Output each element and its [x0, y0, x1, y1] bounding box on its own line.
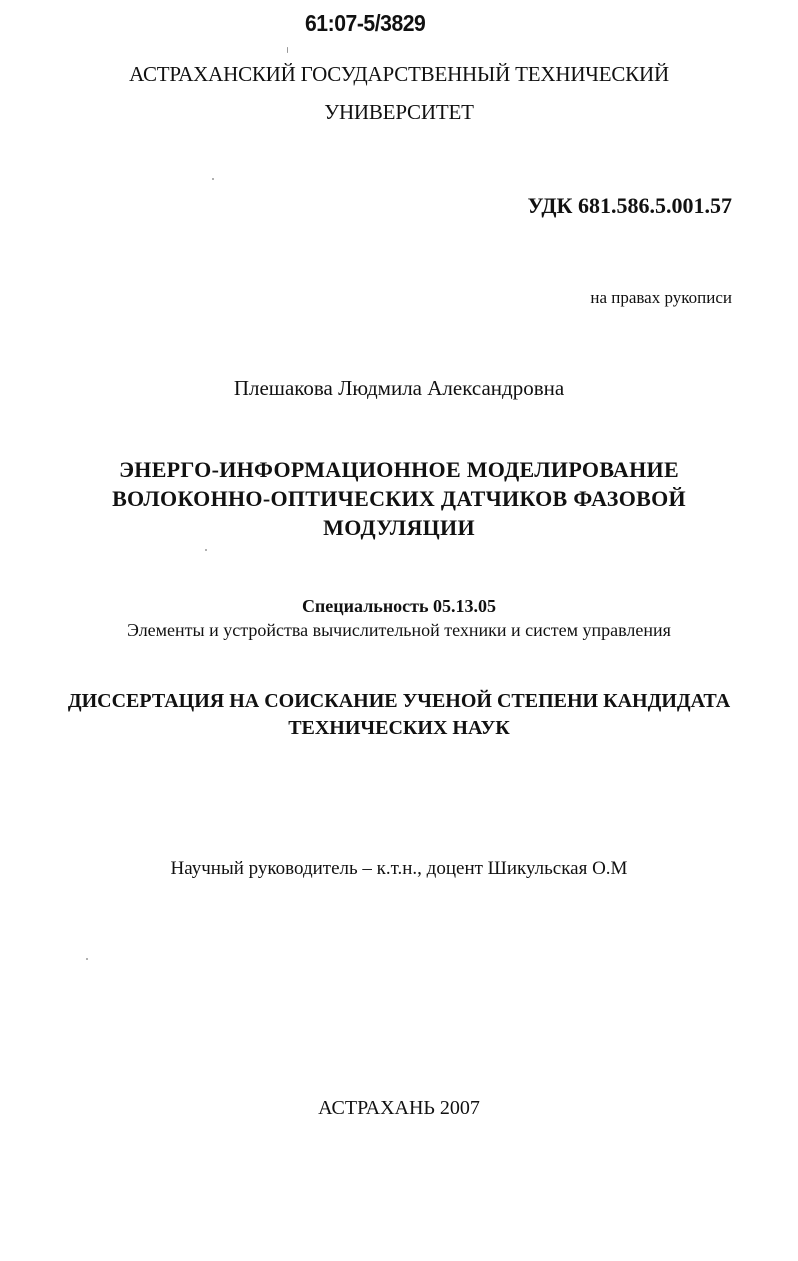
specialty-number: Специальность 05.13.05 [301, 596, 497, 616]
thesis-title-line1: ЭНЕРГО-ИНФОРМАЦИОННОЕ МОДЕЛИРОВАНИЕ [119, 457, 679, 482]
author-name: Плешакова Людмила Александровна [233, 376, 565, 400]
university-name-line1: АСТРАХАНСКИЙ ГОСУДАРСТВЕННЫЙ ТЕХНИЧЕСКИЙ [129, 62, 669, 86]
manuscript-note: на правах рукописи [590, 288, 732, 307]
scientific-advisor: Научный руководитель – к.т.н., доцент Шикульская О.М [170, 858, 628, 879]
thesis-title-line2: ВОЛОКОННО-ОПТИЧЕСКИХ ДАТЧИКОВ ФАЗОВОЙ [112, 486, 686, 511]
scan-speck [205, 549, 207, 551]
scan-speck [287, 47, 288, 53]
scan-speck [86, 958, 88, 960]
thesis-title-line3: МОДУЛЯЦИИ [323, 515, 475, 540]
dissertation-type-line2: ТЕХНИЧЕСКИХ НАУК [288, 717, 510, 739]
scan-speck [212, 178, 214, 180]
city-and-year: АСТРАХАНЬ 2007 [318, 1097, 480, 1119]
specialty-name: Элементы и устройства вычислительной техники и систем управления [127, 620, 671, 640]
udk-code: УДК 681.586.5.001.57 [527, 193, 732, 218]
archive-stamp: 61:07-5/3829 [305, 10, 426, 36]
dissertation-type-line1: ДИССЕРТАЦИЯ НА СОИСКАНИЕ УЧЕНОЙ СТЕПЕНИ КАНДИДАТА [67, 690, 731, 712]
university-name-line2: УНИВЕРСИТЕТ [324, 100, 474, 124]
